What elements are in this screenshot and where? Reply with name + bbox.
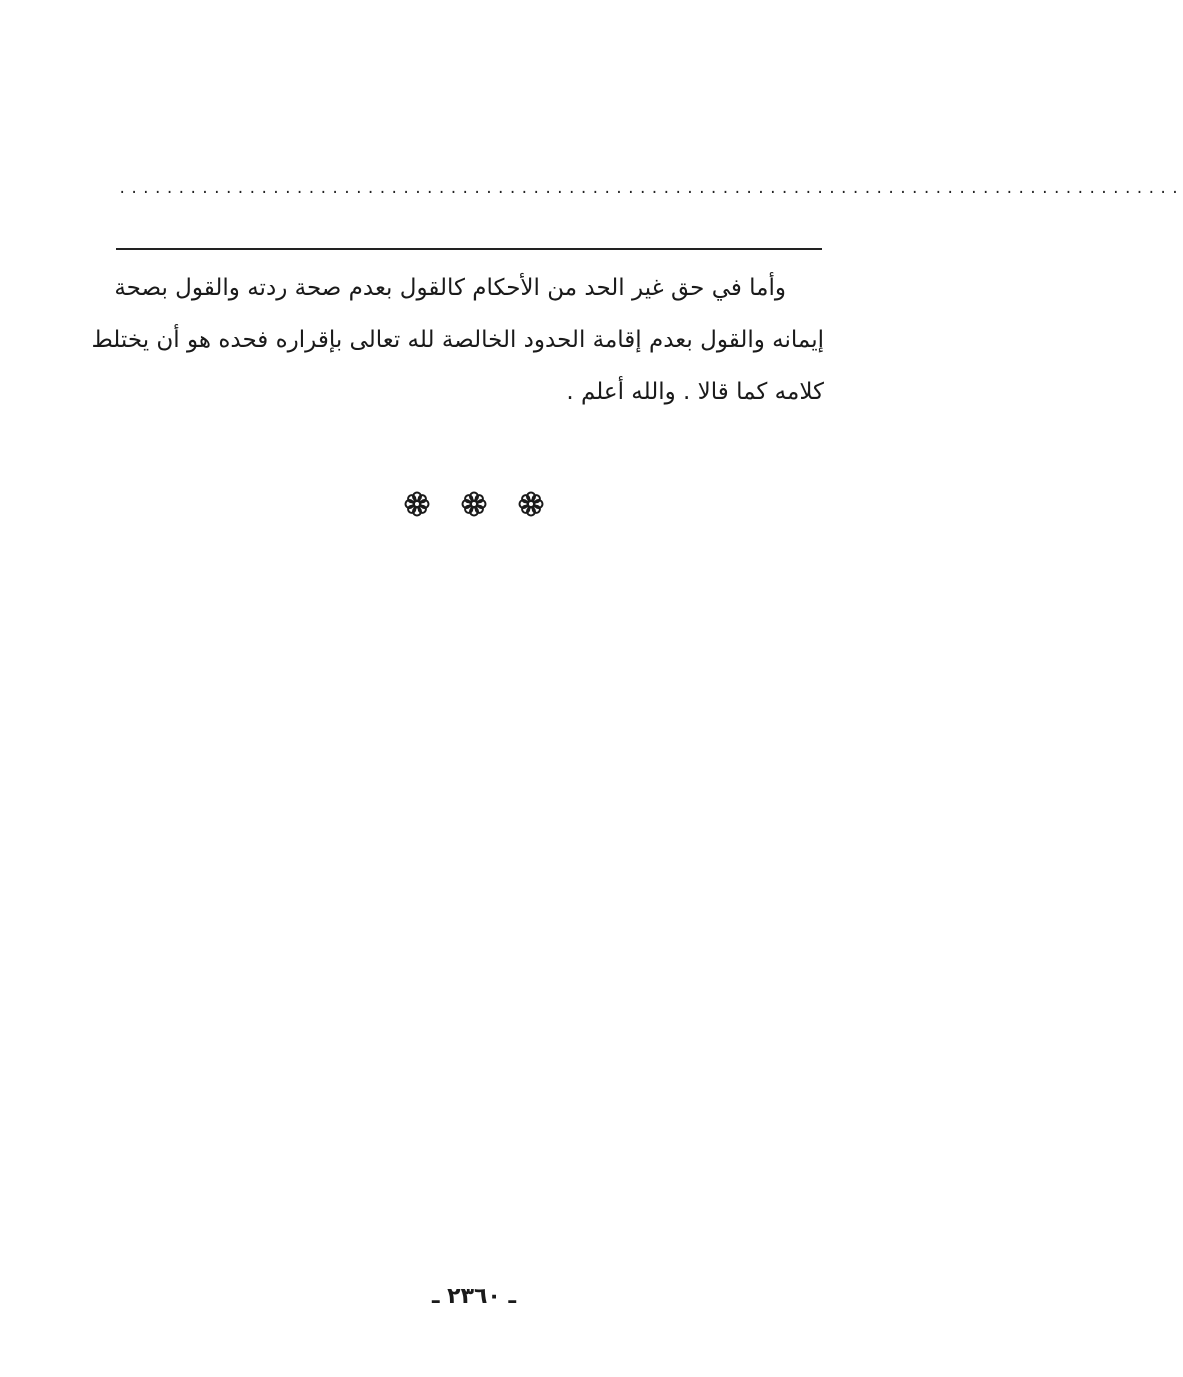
horizontal-rule (116, 248, 822, 250)
flower-ornament-icon (461, 491, 487, 517)
flower-ornament-icon (404, 491, 430, 517)
section-end-ornaments (404, 484, 544, 524)
page-number: ـ ٢٣٦٠ ـ (431, 1284, 517, 1309)
paragraph-line: كلامه كما قالا . والله أعلم . (566, 379, 824, 405)
body-paragraph (91, 262, 824, 418)
paragraph-line: وأما في حق غير الحد من الأحكام كالقول بعدم صحة ردته والقول بصحة (114, 275, 786, 301)
dotted-ellipsis-rule: .......................................................................................... (118, 181, 1183, 197)
paragraph-line: إيمانه والقول بعدم إقامة الحدود الخالصة لله تعالى بإقراره فحده هو أن يختلط (91, 327, 824, 353)
flower-ornament-icon (518, 491, 544, 517)
